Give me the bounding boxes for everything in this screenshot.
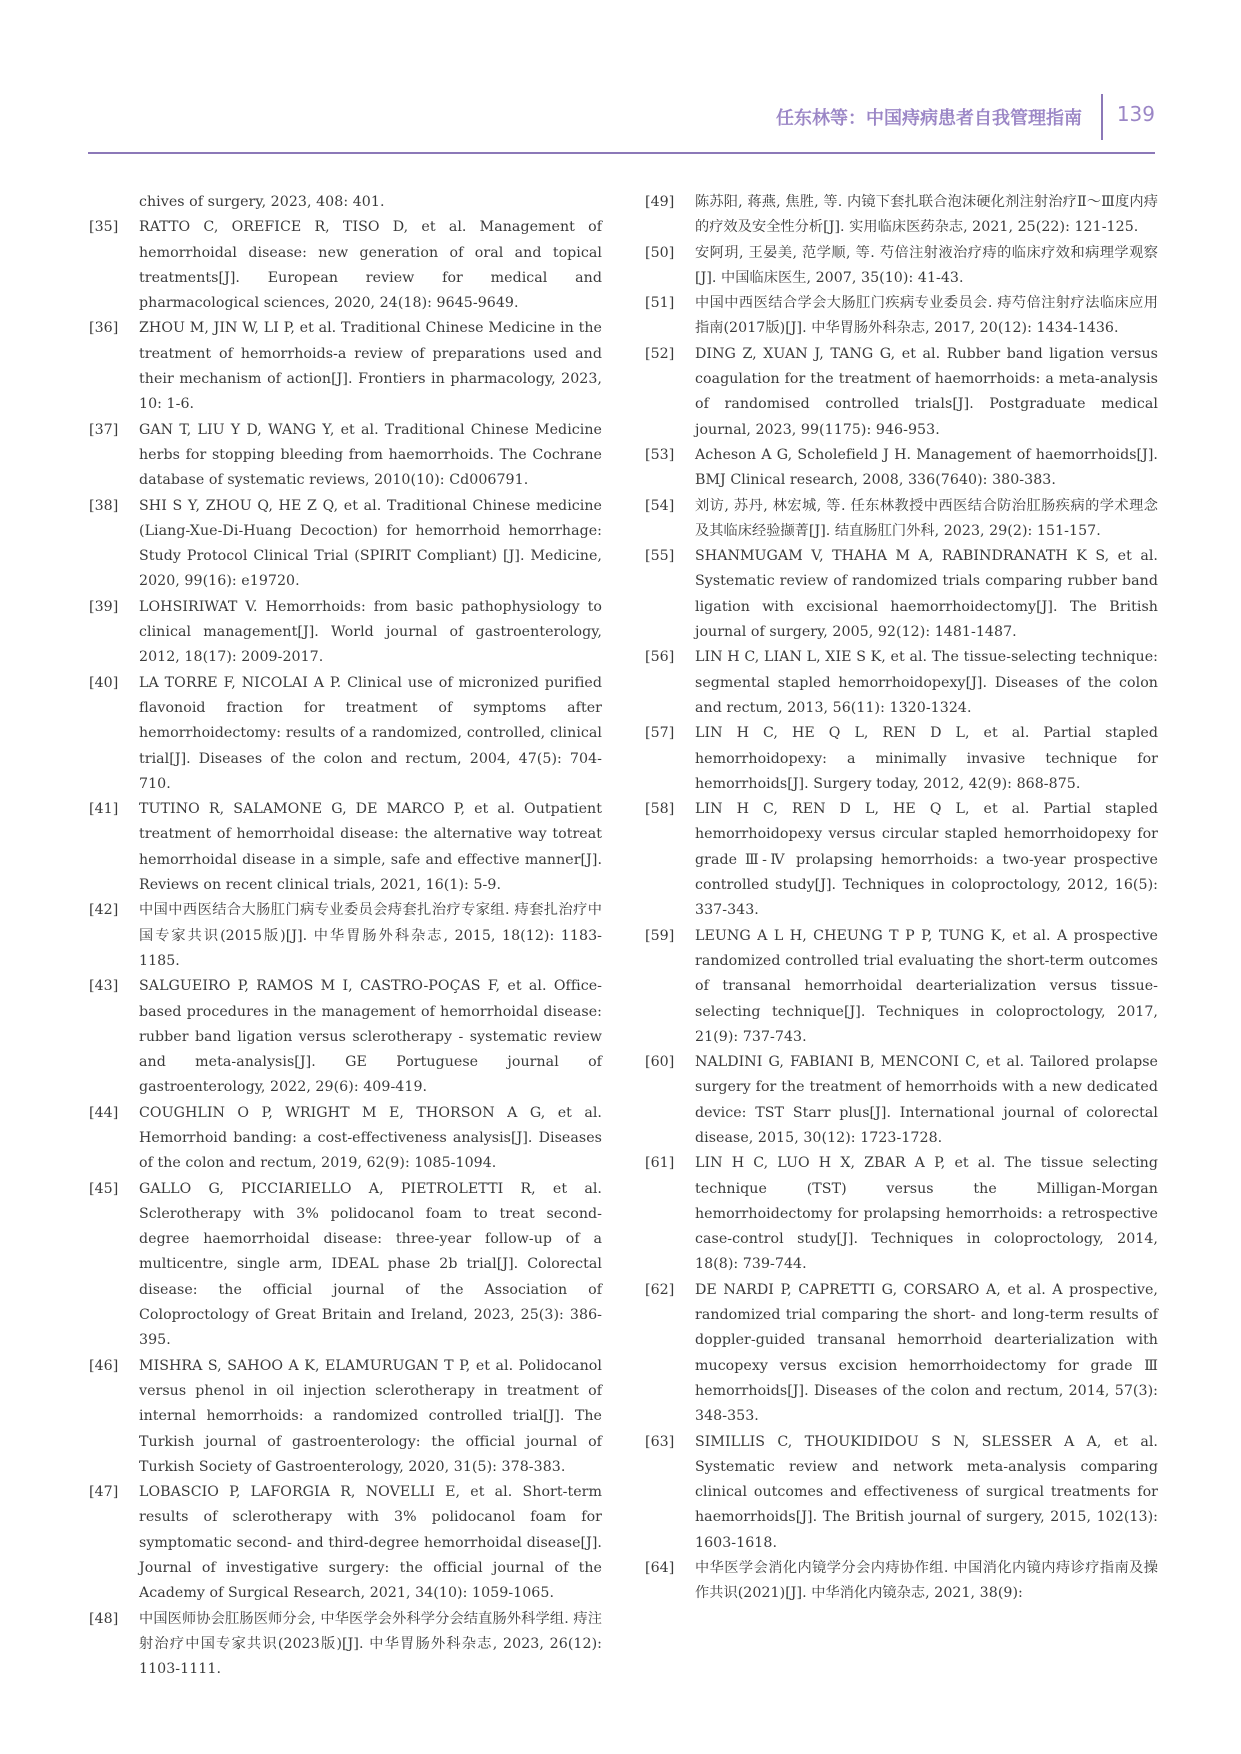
reference-number: [47] <box>89 1484 119 1501</box>
reference-entry <box>89 1607 602 1683</box>
reference-entry <box>89 1177 602 1354</box>
reference-entry <box>645 1050 1158 1151</box>
reference-number: [53] <box>645 446 675 463</box>
reference-entry <box>645 645 1158 721</box>
reference-text: 中国中西医结合大肠肛门病专业委员会痔套扎治疗专家组. 痔套扎治疗中国专家共识(2015版)[J]. 中华胃肠外科杂志, 2015, 18(12): 1183-1185. <box>139 902 602 969</box>
reference-entry <box>89 671 602 797</box>
reference-entry <box>89 215 602 316</box>
reference-text: RATTO C, OREFICE R, TISO D, et al. Management of hemorrhoidal disease: new generation of oral and topical treatments[J]. European review for medical and pharmacological sciences, 2020, 24(18): 9645-9649. <box>139 219 602 312</box>
reference-text: SIMILLIS C, THOUKIDIDOU S N, SLESSER A A, et al. Systematic review and network meta-analysis comparing clinical outcomes and effectiveness of surgical treatments for haemorrhoids[J]. The British journal of surgery, 2015, 102(13): 1603-1618. <box>695 1433 1158 1551</box>
page-number: 139 <box>1116 102 1155 126</box>
reference-text: NALDINI G, FABIANI B, MENCONI C, et al. Tailored prolapse surgery for the treatment of hemorrhoids with a new dedicated device: TST Starr plus[J]. International journal of colorectal disease, 2015, 30(12): 1723-1728. <box>695 1054 1158 1146</box>
reference-text: SALGUEIRO P, RAMOS M I, CASTRO-POÇAS F, et al. Office-based procedures in the management of hemorrhoidal disease: rubber band ligation versus sclerotherapy - systematic review and meta-analysis[J]. GE Portuguese journal of gastroenterology, 2022, 29(6): 409-419. <box>139 978 602 1096</box>
running-title: 任东林等：中国痔病患者自我管理指南 <box>776 108 1082 129</box>
reference-number: [60] <box>645 1054 675 1071</box>
reference-text: GAN T, LIU Y D, WANG Y, et al. Traditional Chinese Medicine herbs for stopping bleeding from haemorrhoids. The Cochrane database of systematic reviews, 2010(10): Cd006791. <box>139 421 602 489</box>
reference-entry <box>645 1151 1158 1277</box>
reference-number: [58] <box>645 801 675 818</box>
reference-text: TUTINO R, SALAMONE G, DE MARCO P, et al. Outpatient treatment of hemorrhoidal disease: the alternative way totreat hemorrhoidal disease in a simple, safe and effective manner[J]. Reviews on recent clinical trials, 2021, 16(1): 5-9. <box>139 801 602 894</box>
reference-number: [59] <box>645 927 675 944</box>
reference-entry <box>645 241 1158 292</box>
reference-number: [36] <box>89 320 119 337</box>
reference-text: 陈苏阳, 蒋燕, 焦胜, 等. 内镜下套扎联合泡沫硬化剂注射治疗Ⅱ～Ⅲ度内痔的疗效及安全性分析[J]. 实用临床医药杂志, 2021, 25(22): 121-125. <box>695 194 1158 236</box>
header-divider <box>1101 94 1103 140</box>
reference-entry <box>645 1430 1158 1556</box>
reference-entry <box>645 924 1158 1050</box>
reference-number: [63] <box>645 1433 675 1450</box>
reference-text: LOBASCIO P, LAFORGIA R, NOVELLI E, et al. Short-term results of sclerotherapy with 3% polidocanol foam for symptomatic second- and third-degree hemorrhoidal disease[J]. Journal of investigative surgery: the official journal of the Academy of Surgical Research, 2021, 34(10): 1059-1065. <box>139 1484 602 1602</box>
reference-entry <box>645 721 1158 797</box>
reference-entry <box>89 797 602 898</box>
reference-entry <box>645 797 1158 923</box>
reference-number: [50] <box>645 244 675 261</box>
reference-text: LIN H C, HE Q L, REN D L, et al. Partial stapled hemorrhoidopexy: a minimally invasive technique for hemorrhoids[J]. Surgery today, 2012, 42(9): 868-875. <box>695 725 1158 792</box>
reference-text: DING Z, XUAN J, TANG G, et al. Rubber band ligation versus coagulation for the treatment of haemorrhoids: a meta-analysis of randomised controlled trials[J]. Postgraduate medical journal, 2023, 99(1175): 946-953. <box>695 345 1158 438</box>
reference-text: 中国医师协会肛肠医师分会, 中华医学会外科学分会结直肠外科学组. 痔注射治疗中国专家共识(2023版)[J]. 中华胃肠外科杂志, 2023, 26(12): 1103-1111. <box>139 1610 602 1678</box>
reference-number: [40] <box>89 674 119 691</box>
reference-text: 中华医学会消化内镜学分会内痔协作组. 中国消化内镜内痔诊疗指南及操作共识(2021)[J]. 中华消化内镜杂志, 2021, 38(9): <box>695 1560 1158 1602</box>
reference-number: [54] <box>645 497 675 514</box>
reference-entry <box>89 1354 602 1480</box>
reference-entry <box>645 291 1158 342</box>
reference-entry <box>89 974 602 1100</box>
reference-entry <box>645 342 1158 443</box>
reference-entry <box>89 494 602 595</box>
reference-entry <box>645 544 1158 645</box>
reference-text: SHI S Y, ZHOU Q, HE Z Q, et al. Traditional Chinese medicine (Liang-Xue-Di-Huang Decoction) for hemorrhoid hemorrhage: Study Protocol Clinical Trial (SPIRIT Compliant) [J]. Medicine, 2020, 99(16): e19720. <box>139 497 602 590</box>
reference-number: [38] <box>89 497 119 514</box>
reference-number: [52] <box>645 345 675 362</box>
reference-text: LIN H C, REN D L, HE Q L, et al. Partial stapled hemorrhoidopexy versus circular stapled hemorrhoidopexy for grade Ⅲ-Ⅳ prolapsing hemorrhoids: a two-year prospective controlled study[J]. Techniques in coloproctology, 2012, 16(5): 337-343. <box>695 801 1158 919</box>
reference-number: [55] <box>645 548 675 565</box>
reference-continuation: chives of surgery, 2023, 408: 401. <box>139 194 385 210</box>
reference-text: ZHOU M, JIN W, LI P, et al. Traditional Chinese Medicine in the treatment of hemorrhoids-a review of preparations used and their mechanism of action[J]. Frontiers in pharmacology, 2023, 10: 1-6. <box>139 320 602 413</box>
reference-text: COUGHLIN O P, WRIGHT M E, THORSON A G, et al. Hemorrhoid banding: a cost-effectiveness analysis[J]. Diseases of the colon and rectum, 2019, 62(9): 1085-1094. <box>139 1104 602 1172</box>
reference-text: DE NARDI P, CAPRETTI G, CORSARO A, et al. A prospective, randomized trial comparing the short- and long-term results of doppler-guided transanal hemorrhoid dearterialization with mucopexy versus excision hemorrhoidectomy for grade Ⅲ hemorrhoids[J]. Diseases of the colon and rectum, 2014, 57(3): 348-353. <box>695 1281 1158 1425</box>
reference-entry <box>645 494 1158 545</box>
reference-number: [56] <box>645 649 675 666</box>
reference-entry <box>89 418 602 494</box>
reference-entry <box>89 316 602 417</box>
reference-text: 刘访, 苏丹, 林宏城, 等. 任东林教授中西医结合防治肛肠疾病的学术理念及其临床经验撷菁[J]. 结直肠肛门外科, 2023, 29(2): 151-157. <box>695 497 1158 539</box>
reference-number: [62] <box>645 1281 675 1298</box>
reference-number: [49] <box>645 194 675 210</box>
right-reference-column <box>645 190 1158 1607</box>
reference-text: 中国中西医结合学会大肠肛门疾病专业委员会. 痔芍倍注射疗法临床应用指南(2017版)[J]. 中华胃肠外科杂志, 2017, 20(12): 1434-1436. <box>695 295 1158 337</box>
reference-text: MISHRA S, SAHOO A K, ELAMURUGAN T P, et al. Polidocanol versus phenol in oil injection sclerotherapy in treatment of internal hemorrhoids: a randomized controlled trial[J]. The Turkish journal of gastroenterology: the official journal of Turkish Society of Gastroenterology, 2020, 31(5): 378-383. <box>139 1357 602 1475</box>
left-reference-column <box>89 190 602 1683</box>
reference-entry <box>89 595 602 671</box>
reference-number: [45] <box>89 1180 119 1197</box>
reference-number: [37] <box>89 421 119 438</box>
reference-number: [42] <box>89 902 119 919</box>
reference-number: [43] <box>89 978 119 995</box>
reference-text: LIN H C, LUO H X, ZBAR A P, et al. The tissue selecting technique (TST) versus the Milligan-Morgan hemorrhoidectomy for prolapsing hemorrhoids: a retrospective case-control study[J]. Techniques in coloproctology, 2014, 18(8): 739-744. <box>695 1155 1158 1273</box>
reference-number: [61] <box>645 1155 675 1172</box>
reference-number: [64] <box>645 1560 675 1577</box>
reference-entry <box>645 1556 1158 1607</box>
reference-text: LOHSIRIWAT V. Hemorrhoids: from basic pathophysiology to clinical management[J]. World journal of gastroenterology, 2012, 18(17): 2009-2017. <box>139 598 602 666</box>
reference-number: [39] <box>89 598 119 615</box>
reference-entry <box>645 443 1158 494</box>
reference-number: [57] <box>645 725 675 742</box>
reference-entry <box>645 1278 1158 1430</box>
reference-entry <box>89 898 602 974</box>
reference-number: [48] <box>89 1610 119 1627</box>
reference-text: LIN H C, LIAN L, XIE S K, et al. The tissue-selecting technique: segmental stapled hemorrhoidopexy[J]. Diseases of the colon and rectum, 2013, 56(11): 1320-1324. <box>695 649 1158 716</box>
reference-number: [51] <box>645 295 675 312</box>
reference-number: [35] <box>89 219 119 236</box>
reference-entry <box>645 190 1158 241</box>
reference-number: [44] <box>89 1104 119 1121</box>
reference-text: LEUNG A L H, CHEUNG T P P, TUNG K, et al. A prospective randomized controlled trial evaluating the short-term outcomes of transanal hemorrhoidal dearterialization versus tissue-selecting technique[J]. Techniques in coloproctology, 2017, 21(9): 737-743. <box>695 927 1158 1045</box>
reference-number: [46] <box>89 1357 119 1374</box>
reference-entry <box>89 1480 602 1606</box>
reference-number: [41] <box>89 801 119 818</box>
reference-text: 安阿玥, 王晏美, 范学顺, 等. 芍倍注射液治疗痔的临床疗效和病理学观察[J]. 中国临床医生, 2007, 35(10): 41-43. <box>695 244 1158 286</box>
reference-text: SHANMUGAM V, THAHA M A, RABINDRANATH K S, et al. Systematic review of randomized trials comparing rubber band ligation with excisional haemorrhoidectomy[J]. The British journal of surgery, 2005, 92(12): 1481-1487. <box>695 548 1158 641</box>
reference-entry <box>89 1101 602 1177</box>
reference-text: Acheson A G, Scholefield J H. Management of haemorrhoids[J]. BMJ Clinical research, 2008, 336(7640): 380-383. <box>695 446 1158 489</box>
page-header <box>88 90 1155 154</box>
reference-text: LA TORRE F, NICOLAI A P. Clinical use of micronized purified flavonoid fraction for treatment of symptoms after hemorrhoidectomy: results of a randomized, controlled, clinical trial[J]. Diseases of the colon and rectum, 2004, 47(5): 704-710. <box>139 674 602 792</box>
reference-text: GALLO G, PICCIARIELLO A, PIETROLETTI R, et al. Sclerotherapy with 3% polidocanol foam to treat second-degree haemorrhoidal disease: three-year follow-up of a multicentre, single arm, IDEAL phase 2b trial[J]. Colorectal disease: the official journal of the Association of Coloproctology of Great Britain and Ireland, 2023, 25(3): 386-395. <box>139 1180 602 1349</box>
